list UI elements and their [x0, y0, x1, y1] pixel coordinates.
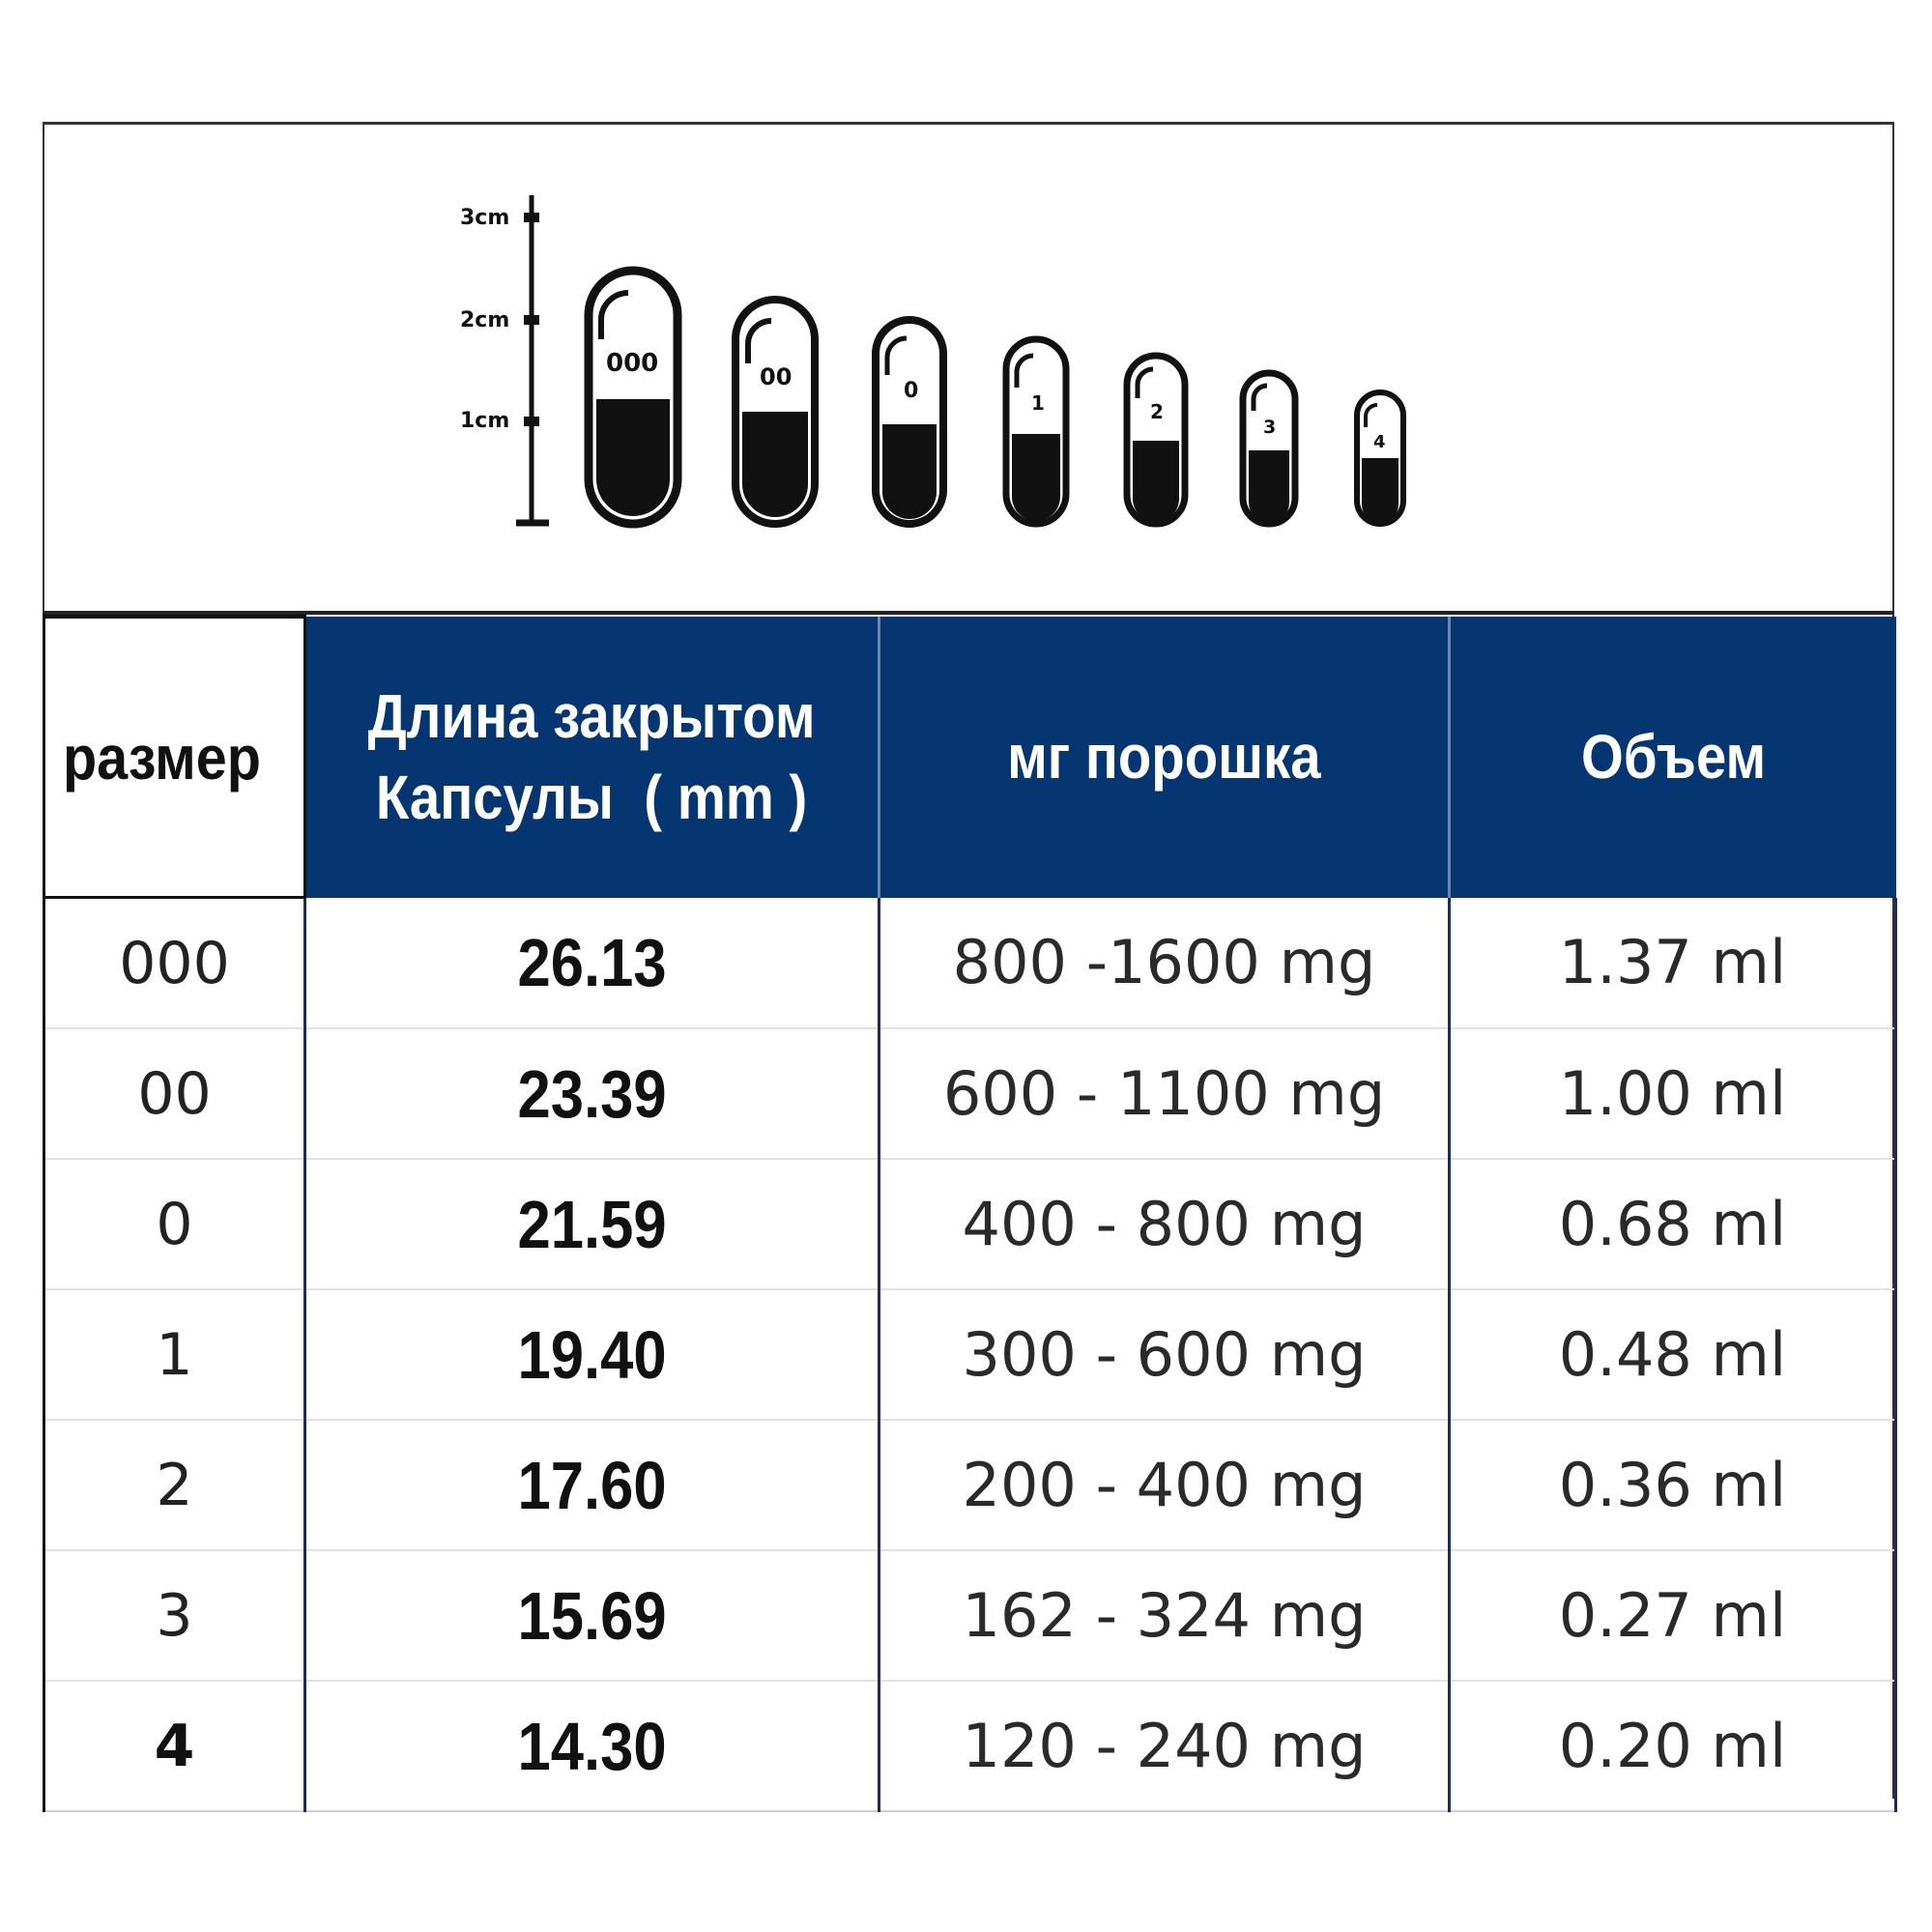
- capsule-label-1: 1: [1031, 391, 1045, 415]
- cell-volume: 0.36 ml: [1450, 1420, 1896, 1550]
- cell-length-value: 15.69: [517, 1577, 667, 1654]
- capsule-label-3: 3: [1263, 417, 1277, 438]
- cell-length-value: 21.59: [517, 1186, 667, 1262]
- capsule-3-icon: [1243, 373, 1295, 524]
- cell-powder: 400 - 800 mg: [879, 1159, 1450, 1289]
- header-length-line1: Длина закрытом: [368, 681, 816, 752]
- cell-powder: 300 - 600 mg: [879, 1289, 1450, 1420]
- header-volume: [1450, 617, 1896, 898]
- cell-volume: 0.68 ml: [1450, 1159, 1896, 1289]
- capsule-00-icon: [735, 300, 815, 524]
- cell-size: 000: [44, 898, 305, 1029]
- cell-volume: 0.27 ml: [1450, 1550, 1896, 1681]
- capsule-label-000: 000: [606, 349, 659, 378]
- capsule-spec-table: [43, 615, 1897, 1812]
- capsule-000-icon: [589, 271, 678, 524]
- capsule-0-icon: [876, 320, 943, 524]
- capsule-diagram-svg: [43, 122, 1894, 613]
- header-size: [44, 617, 305, 898]
- table-row: [44, 1289, 1896, 1420]
- cell-volume: 0.48 ml: [1450, 1289, 1896, 1420]
- header-size-label: размер: [63, 722, 261, 793]
- capsule-label-2: 2: [1150, 400, 1164, 423]
- cell-length: [305, 1681, 879, 1811]
- capsule-label-4: 4: [1373, 432, 1386, 452]
- table-header-row: [44, 617, 1896, 898]
- cell-length: [305, 898, 879, 1029]
- cell-length: [305, 1420, 879, 1550]
- header-length-line2: Капсулы ( mm ): [376, 763, 808, 833]
- cell-volume: 1.00 ml: [1450, 1028, 1896, 1159]
- cell-powder: 200 - 400 mg: [879, 1420, 1450, 1550]
- ruler: [460, 195, 549, 523]
- ruler-label-2cm: 2cm: [460, 308, 510, 332]
- cell-powder: 120 - 240 mg: [879, 1681, 1450, 1811]
- cell-length-value: 26.13: [517, 924, 667, 1000]
- cell-length: [305, 1028, 879, 1159]
- cell-size: 2: [44, 1420, 305, 1550]
- cell-length-value: 14.30: [517, 1708, 667, 1784]
- cell-size: 4: [44, 1681, 305, 1811]
- table-row: [44, 1159, 1896, 1289]
- cell-length-value: 17.60: [517, 1447, 667, 1523]
- cell-length-value: 19.40: [517, 1316, 667, 1393]
- capsule-4-icon: [1357, 392, 1403, 524]
- cell-length: [305, 1289, 879, 1420]
- cell-length-value: 23.39: [517, 1055, 667, 1132]
- header-powder-label: мг порошка: [1007, 722, 1321, 793]
- cell-length: [305, 1159, 879, 1289]
- capsule-label-00: 00: [760, 363, 793, 390]
- table-row: [44, 1028, 1896, 1159]
- cell-size: 3: [44, 1550, 305, 1681]
- cell-size: 00: [44, 1028, 305, 1159]
- cell-powder: 162 - 324 mg: [879, 1550, 1450, 1681]
- table-row: [44, 1550, 1896, 1681]
- capsule-2-icon: [1127, 356, 1185, 524]
- cell-size: 0: [44, 1159, 305, 1289]
- header-powder: [879, 617, 1450, 898]
- ruler-label-3cm: 3cm: [460, 206, 510, 230]
- cell-size: 1: [44, 1289, 305, 1420]
- capsule-size-diagram: [43, 122, 1894, 613]
- table-row: [44, 1681, 1896, 1811]
- header-length: [305, 617, 879, 898]
- cell-powder: 800 -1600 mg: [879, 898, 1450, 1029]
- capsule-1-icon: [1006, 339, 1066, 524]
- ruler-label-1cm: 1cm: [460, 409, 510, 433]
- cell-volume: 0.20 ml: [1450, 1681, 1896, 1811]
- capsule-label-0: 0: [904, 379, 919, 403]
- cell-length: [305, 1550, 879, 1681]
- cell-volume: 1.37 ml: [1450, 898, 1896, 1029]
- cell-powder: 600 - 1100 mg: [879, 1028, 1450, 1159]
- header-volume-label: Объем: [1580, 722, 1766, 793]
- table-row: [44, 898, 1896, 1029]
- table-row: [44, 1420, 1896, 1550]
